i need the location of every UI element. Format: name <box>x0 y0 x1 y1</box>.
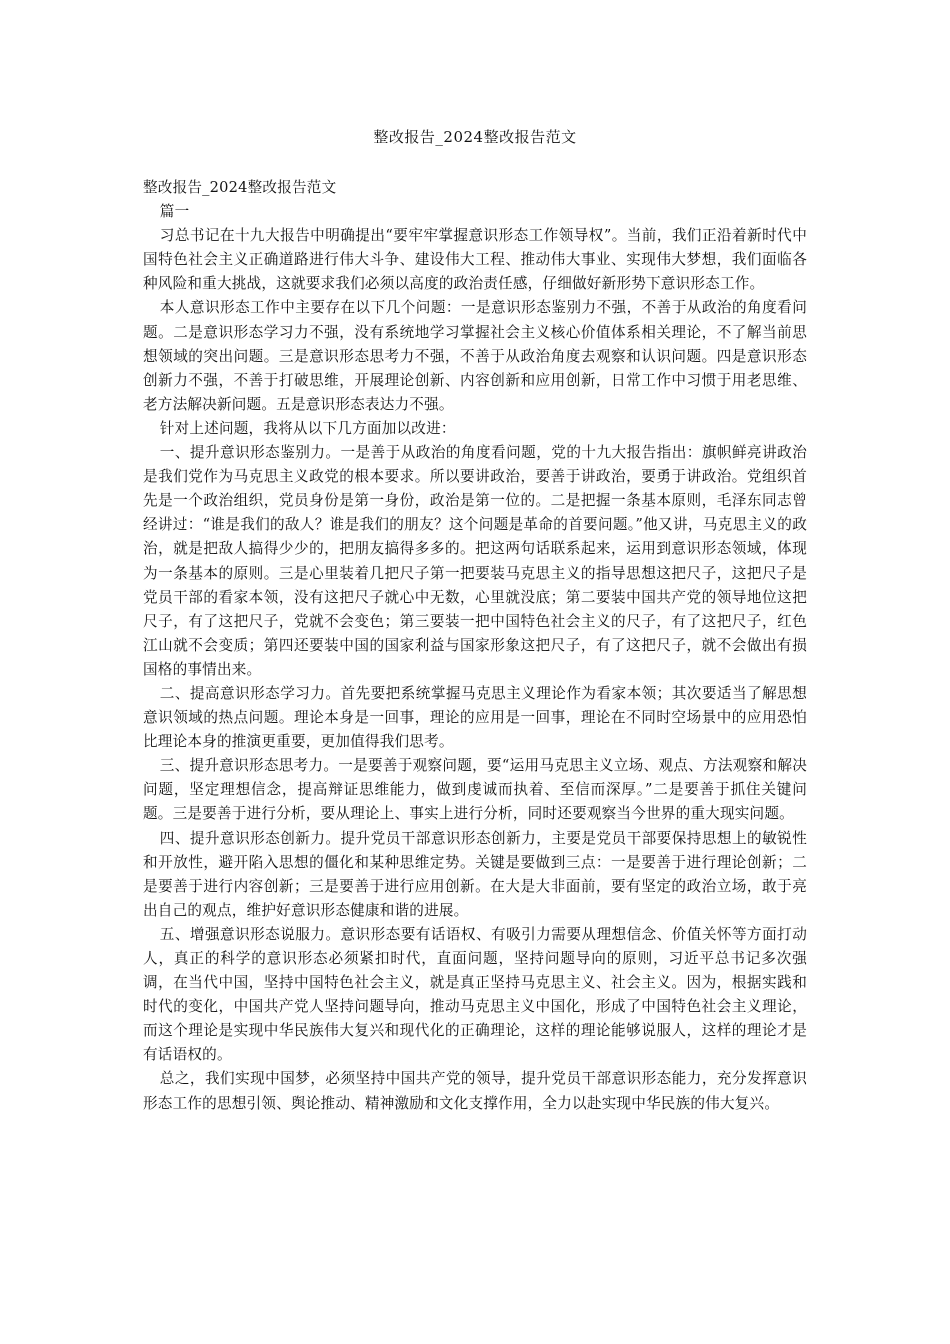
paragraph-2: 本人意识形态工作中主要存在以下几个问题：一是意识形态鉴别力不强，不善于从政治的角度看问题。二是意识形态学习力不强，没有系统地学习掌握社会主义核心价值体系相关理论，不了解当前思想领域的突出问题。三是意识形态思考力不强，不善于从政治角度去观察和认识问题。四是意识形态创新力不强，不善于打破思维，开展理论创新、内容创新和应用创新，日常工作中习惯于用老思维、老方法解决新问题。五是意识形态表达力不强。 <box>143 299 807 413</box>
paragraph-7: 四、提升意识形态创新力。提升党员干部意识形态创新力，主要是党员干部要保持思想上的敏锐性和开放性，避开陷入思想的僵化和某种思维定势。关键是要做到三点：一是要善于进行理论创新；二是要善于进行内容创新；三是要善于进行应用创新。在大是大非面前，要有坚定的政治立场，敢于亮出自己的观点，维护好意识形态健康和谐的进展。 <box>143 829 807 919</box>
paragraph-1: 习总书记在十九大报告中明确提出“要牢牢掌握意识形态工作领导权”。当前，我们正沿着新时代中国特色社会主义正确道路进行伟大斗争、建设伟大工程、推动伟大事业、实现伟大梦想，我们面临各种风险和重大挑战，这就要求我们必须以高度的政治责任感，仔细做好新形势下意识形态工作。 <box>143 227 807 293</box>
paragraph-9: 总之，我们实现中国梦，必须坚持中国共产党的领导，提升党员干部意识形态能力，充分发挥意识形态工作的思想引领、舆论推动、精神激励和文化支撑作用，全力以赴实现中华民族的伟大复兴。 <box>143 1070 807 1112</box>
document-title: 整改报告_2024整改报告范文 <box>373 128 577 146</box>
paragraph-5: 二、提高意识形态学习力。首先要把系统掌握马克思主义理论作为看家本领；其次要适当了解思想意识领域的热点问题。理论本身是一回事，理论的应用是一回事，理论在不同时空场景中的应用恐怕比理论本身的推演更重要，更加值得我们思考。 <box>143 684 807 751</box>
paragraph-8: 五、增强意识形态说服力。意识形态要有话语权、有吸引力需要从理想信念、价值关怀等方面打动人，真正的科学的意识形态必须紧扣时代，直面问题，坚持问题导向的原则，习近平总书记多次强调，在当代中国，坚持中国特色社会主义，就是真正坚持马克思主义、社会主义。因为，根据实践和时代的变化，中国共产党人坚持问题导向，推动马克思主义中国化，形成了中国特色社会主义理论，而这个理论是实现中华民族伟大复兴和现代化的正确理论，这样的理论能够说服人，这样的理论才是有话语权的。 <box>143 925 807 1064</box>
paragraph-3: 针对上述问题，我将从以下几方面加以改进： <box>159 419 456 437</box>
section-label: 篇一 <box>159 203 190 221</box>
document-body <box>143 176 807 1116</box>
paragraph-6: 三、提升意识形态思考力。一是要善于观察问题，要“运用马克思主义立场、观点、方法观察和解决问题，坚定理想信念，提高辩证思维能力，做到虔诚而执着、至信而深厚。”二是要善于抓住关键问题。三是要善于进行分析，要从理论上、事实上进行分析，同时还要观察当今世界的重大现实问题。 <box>143 757 807 823</box>
paragraph-4: 一、提升意识形态鉴别力。一是善于从政治的角度看问题，党的十九大报告指出：旗帜鲜亮讲政治是我们党作为马克思主义政党的根本要求。所以要讲政治，要善于讲政治，要勇于讲政治。党组织首先是一个政治组织，党员身份是第一身份，政治是第一位的。二是把握一条基本原则，毛泽东同志曾经讲过：“谁是我们的敌人？谁是我们的朋友？这个问题是革命的首要问题。”他又讲，马克思主义的政治，就是把敌人搞得少少的，把朋友搞得多多的。把这两句话联系起来，运用到意识形态领域，体现为一条基本的原则。三是心里装着几把尺子第一把要装马克思主义的指导思想这把尺子，这把尺子是党员干部的看家本领，没有这把尺子就心中无数，心里就没底；第二要装中国共产党的领导地位这把尺子，有了这把尺子，党就不会变色；第三要装一把中国特色社会主义的尺子，有了这把尺子，红色江山就不会变质；第四还要装中国的国家利益与国家形象这把尺子，有了这把尺子，就不会做出有损国格的事情出来。 <box>143 444 807 678</box>
document-subtitle: 整改报告_2024整改报告范文 <box>143 179 337 196</box>
